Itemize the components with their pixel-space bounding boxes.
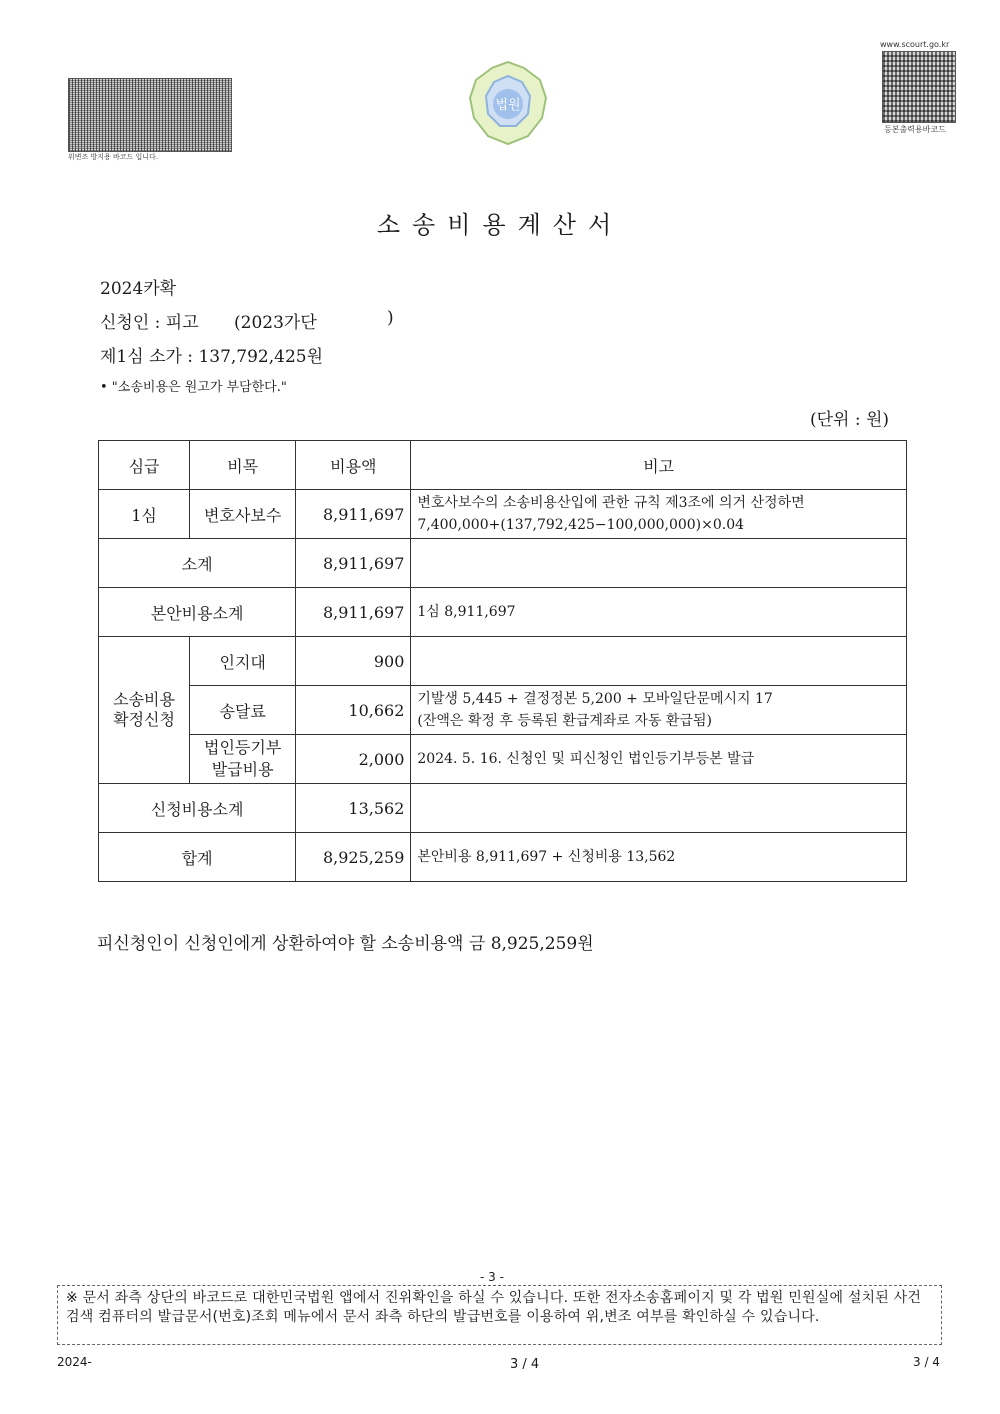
table-row [99,588,907,637]
page-indicator-right: 3 / 4 [913,1355,940,1369]
table-row [99,833,907,882]
item-cell: 인지대 [190,637,296,686]
conclusion-text: 피신청인이 신청인에게 상환하여야 할 소송비용액 금 8,925,259원 [97,934,594,954]
table-row [99,637,907,686]
amount-cell: 2,000 [296,735,411,784]
application-group-label: 소송비용 확정신청 [99,637,190,784]
remark-cell [411,539,907,588]
total-label: 합계 [99,833,296,882]
remark-line: 기발생 5,445 + 결정정본 5,200 + 모바일단문메시지 17 [417,691,773,707]
applicant-label: 신청인 : 피고 [100,313,199,333]
qr-caption: 등본출력용바코드 [884,125,946,134]
remark-cell: 2024. 5. 16. 신청인 및 피신청인 법인등기부등본 발급 [411,735,907,784]
verification-notice: ※ 문서 좌측 상단의 바코드로 대한민국법원 앱에서 진위확인을 하실 수 있습니다. 또한 전자소송홈페이지 및 각 법원 민원실에 설치된 사건검색 컴퓨터의 발급문서(번호)조회 메뉴에서 문서 좌측 하단의 발급번호를 이용하여 위,변조 여부를 확인하실 수 있습니다. [66,1290,922,1325]
burden-note: • "소송비용은 원고가 부담한다." [100,380,287,395]
subtotal-label: 소계 [99,539,296,588]
header-item: 비목 [190,441,296,490]
header-level: 심급 [99,441,190,490]
table-row [99,490,907,539]
remark-cell [411,490,907,539]
issue-number: 2024- [57,1355,92,1369]
remark-cell: 1심 8,911,697 [411,588,907,637]
table-row [99,539,907,588]
table-header-row [99,441,907,490]
item-cell: 송달료 [190,686,296,735]
remark-cell: 본안비용 8,911,697 + 신청비용 13,562 [411,833,907,882]
remark-cell [411,686,907,735]
remark-line: (잔액은 확정 후 등록된 환급계좌로 자동 환급됨) [417,713,712,729]
remark-line: 변호사보수의 소송비용산입에 관한 규칙 제3조에 의거 산정하면 [417,495,805,511]
amount-cell: 13,562 [296,784,411,833]
unit-label: (단위 : 원) [810,410,890,430]
court-emblem-icon [462,58,554,150]
case-number: 2024카확 [100,279,177,299]
emblem-text: 법원 [495,98,521,113]
level-cell: 1심 [99,490,190,539]
cost-table [98,440,907,882]
barcode-caption: 위변조 방지용 바코드 입니다. [68,153,159,161]
verification-notice-box [57,1285,942,1345]
applicant-case-close: ) [387,308,394,328]
amount-cell: 8,911,697 [296,588,411,637]
amount-cell: 900 [296,637,411,686]
page-marker: - 3 - [480,1270,504,1284]
amount-cell: 8,925,259 [296,833,411,882]
page-indicator-center: 3 / 4 [510,1357,540,1372]
header-remark: 비고 [411,441,907,490]
lawsuit-value: 제1심 소가 : 137,792,425원 [100,347,324,367]
qr-code [882,51,956,123]
applicant-case: (2023가단 [234,313,317,333]
document-title: 소송비용계산서 [376,211,624,239]
remark-cell [411,637,907,686]
remark-line: 7,400,000+(137,792,425−100,000,000)×0.04 [417,517,745,533]
amount-cell: 8,911,697 [296,490,411,539]
application-subtotal-label: 신청비용소계 [99,784,296,833]
main-subtotal-label: 본안비용소계 [99,588,296,637]
table-row [99,686,907,735]
table-row [99,735,907,784]
remark-cell [411,784,907,833]
amount-cell: 8,911,697 [296,539,411,588]
item-cell: 법인등기부 발급비용 [190,735,296,784]
authentication-barcode [68,78,232,152]
item-cell: 변호사보수 [190,490,296,539]
amount-cell: 10,662 [296,686,411,735]
header-amount: 비용액 [296,441,411,490]
qr-url: www.scourt.go.kr [880,40,950,49]
table-row [99,784,907,833]
